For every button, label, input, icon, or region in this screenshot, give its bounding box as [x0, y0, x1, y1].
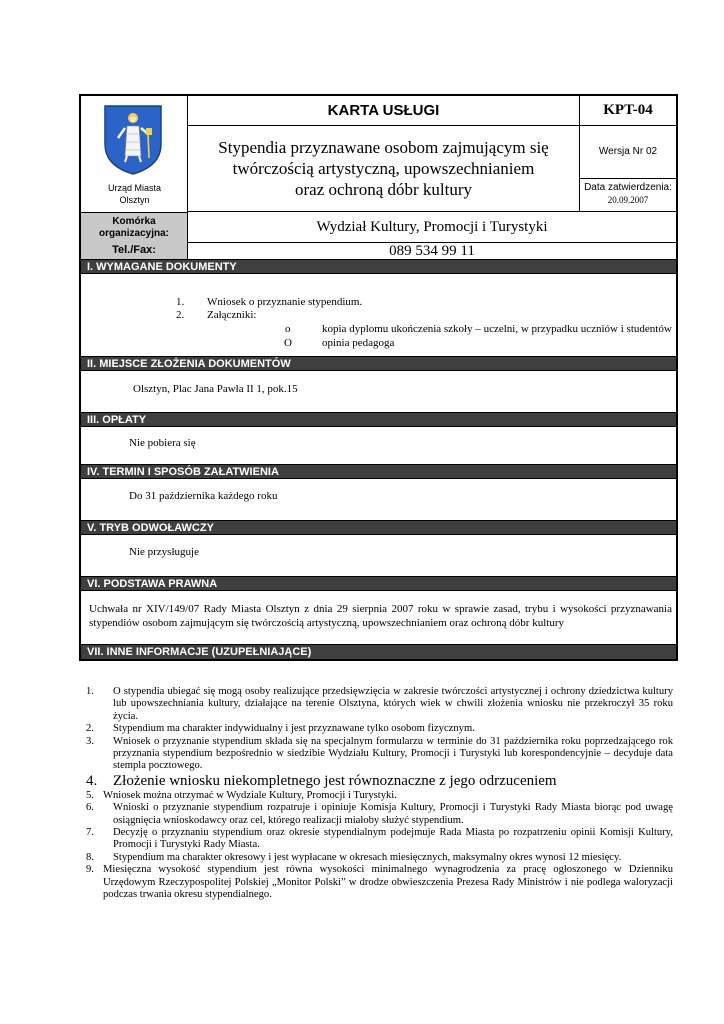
unit-value: Wydział Kultury, Promocji i Turystyki: [316, 219, 548, 235]
info-text: O stypendia ubiegać się mogą osoby realizujące przedsięwzięcia w zakresie twórczości artystycznej i ochrony dziedzictwa kultury lub upowszechniania kultury, działające na terenie Olsztyna, których wiek w chwili złożenia wniosku nie przekroczył 35 roku życia.: [113, 686, 673, 722]
bullet-icon: O: [284, 337, 292, 349]
info-item-3: [86, 736, 673, 773]
submission-place-text: Olsztyn, Plac Jana Pawła II 1, pok.15: [133, 383, 298, 395]
doc-subitem-1: [285, 323, 672, 336]
section-title-deadline: IV. TERMIN I SPOSÓB ZAŁATWIENIA: [81, 465, 676, 479]
info-text: Wnioski o przyznanie stypendium rozpatruje i opiniuje Komisja Kultury, Promocji i Turystyki Rady Miasta biorąc pod uwagę osiągnięcia wnioskodawcy oraz cel, którego realizacji miałoby służyć stypendium.: [113, 802, 673, 826]
legal-basis-body: [81, 591, 676, 645]
approval-date-cell: [580, 179, 676, 212]
info-text: Złożenie wniosku niekompletnego jest równoznaczne z jego odrzuceniem: [113, 772, 557, 789]
info-text: Wniosek można otrzymać w Wydziale Kultury, Promocji i Turystyki.: [103, 789, 397, 801]
office-line1: Urząd Miasta: [107, 183, 161, 193]
doc-item-num: 2.: [176, 309, 185, 321]
version: Wersja Nr 02: [580, 126, 676, 179]
service-name: Stypendia przyznawane osobom zajmującym się twórczością artystyczną, upowszechnianiem oraz ochroną dóbr kultury: [188, 126, 580, 212]
fees-text: Nie pobiera się: [129, 437, 196, 449]
doc-item-text: Załączniki:: [207, 309, 257, 321]
info-item-5: [86, 790, 673, 802]
doc-item-2: [176, 309, 257, 322]
doc-subitem-2: [284, 337, 395, 350]
doc-subitem-text: opinia pedagoga: [322, 337, 395, 349]
info-item-2: [86, 723, 673, 735]
appeal-text: Nie przysługuje: [129, 546, 199, 558]
legal-basis-text: Uchwała nr XIV/149/07 Rady Miasta Olsztyn z dnia 29 sierpnia 2007 roku w sprawie zasad, trybu i wysokości przyznawania stypendiów osobom zajmującym się twórczością artystyczną, upowszechnianiem oraz ochroną dóbr kultury: [89, 603, 672, 629]
section-title-legal-basis: VI. PODSTAWA PRAWNA: [81, 577, 676, 591]
office-name: [81, 182, 188, 206]
info-num: 4.: [86, 772, 98, 789]
tel-value: 089 534 99 11: [389, 243, 475, 259]
info-text: Decyzję o przyznaniu stypendium oraz okresie stypendialnym podejmuje Rada Miasta po rozpatrzeniu opinii Komisji Kultury, Promocji i Turystyki Rady Miasta.: [113, 827, 673, 851]
section-title-required-documents: I. WYMAGANE DOKUMENTY: [81, 260, 676, 274]
info-text: Stypendium ma charakter indywidualny i jest przyznawane tylko osobom fizycznym.: [113, 723, 475, 735]
card-header: [81, 96, 676, 243]
tel-row: [81, 243, 676, 260]
approval-date: 20.09.2007: [607, 195, 649, 205]
office-line2: Olsztyn: [119, 195, 150, 205]
info-num: 6.: [86, 802, 94, 814]
info-text: Miesięczna wysokość stypendium jest równa wysokości minimalnego wynagrodzenia za pracę ogłoszonego w Dzienniku Urzędowym Rzeczypospolitej Polskiej „Monitor Polski” w drodze obwieszczenia Prezesa Rady Ministrów i nie podlega waloryzacji podczas trwania okresu stypendialnego.: [103, 864, 673, 901]
doc-subitem-text: kopia dyplomu ukończenia szkoły – uczelni, w przypadku uczniów i studentów: [322, 323, 672, 335]
tel-label: Tel./Fax:: [81, 243, 188, 259]
section-title-other-info: VII. INNE INFORMACJE (UZUPEŁNIAJĄCE): [81, 645, 676, 659]
info-item-6: [86, 802, 673, 827]
required-documents-body: [81, 274, 676, 357]
info-num: 1.: [86, 686, 94, 697]
unit-label-cell: [81, 212, 188, 243]
olsztyn-coat-of-arms-icon: [103, 104, 163, 176]
info-item-7: [86, 827, 673, 852]
info-item-1: [86, 686, 673, 723]
submission-place-body: [81, 371, 676, 413]
info-num: 8.: [86, 851, 94, 863]
section-title-submission-place: II. MIEJSCE ZŁOŻENIA DOKUMENTÓW: [81, 357, 676, 371]
bullet-icon: o: [285, 323, 291, 335]
info-item-4: [86, 773, 673, 790]
card-title: KARTA USŁUGI: [188, 96, 580, 126]
other-info-list: [86, 686, 673, 902]
info-num: 9.: [86, 864, 94, 876]
info-item-8: [86, 852, 673, 864]
info-text: Wniosek o przyznanie stypendium składa się na specjalnym formularzu w terminie do 31 października roku poprzedzającego rok przyznania stypendium bezpośrednio w siedzibie Wydziału Kultury, Promocji i Turystyki lub korespondencyjnie – decyduje data stempla pocztowego.: [113, 735, 673, 772]
deadline-text: Do 31 października każdego roku: [129, 490, 278, 502]
section-title-appeal: V. TRYB ODWOŁAWCZY: [81, 521, 676, 535]
info-item-9: [86, 864, 673, 901]
fees-body: [81, 427, 676, 465]
deadline-body: [81, 479, 676, 521]
service-card-form: [79, 94, 678, 661]
info-num: 7.: [86, 827, 94, 839]
unit-label: Komórka organizacyjna:: [81, 213, 187, 243]
doc-item-text: Wniosek o przyznanie stypendium.: [207, 296, 363, 308]
info-text: Stypendium ma charakter okresowy i jest wypłacane w okresach miesięcznych, maksymalny okres wynosi 12 miesięcy.: [113, 851, 622, 863]
approval-label: Data zatwierdzenia:: [584, 182, 672, 193]
doc-item-1: [176, 296, 363, 309]
doc-item-num: 1.: [176, 296, 185, 308]
info-num: 2.: [86, 723, 94, 735]
section-title-fees: III. OPŁATY: [81, 413, 676, 427]
info-num: 3.: [86, 735, 94, 747]
card-code: KPT-04: [580, 96, 676, 126]
appeal-body: [81, 535, 676, 577]
info-num: 5.: [86, 789, 94, 801]
